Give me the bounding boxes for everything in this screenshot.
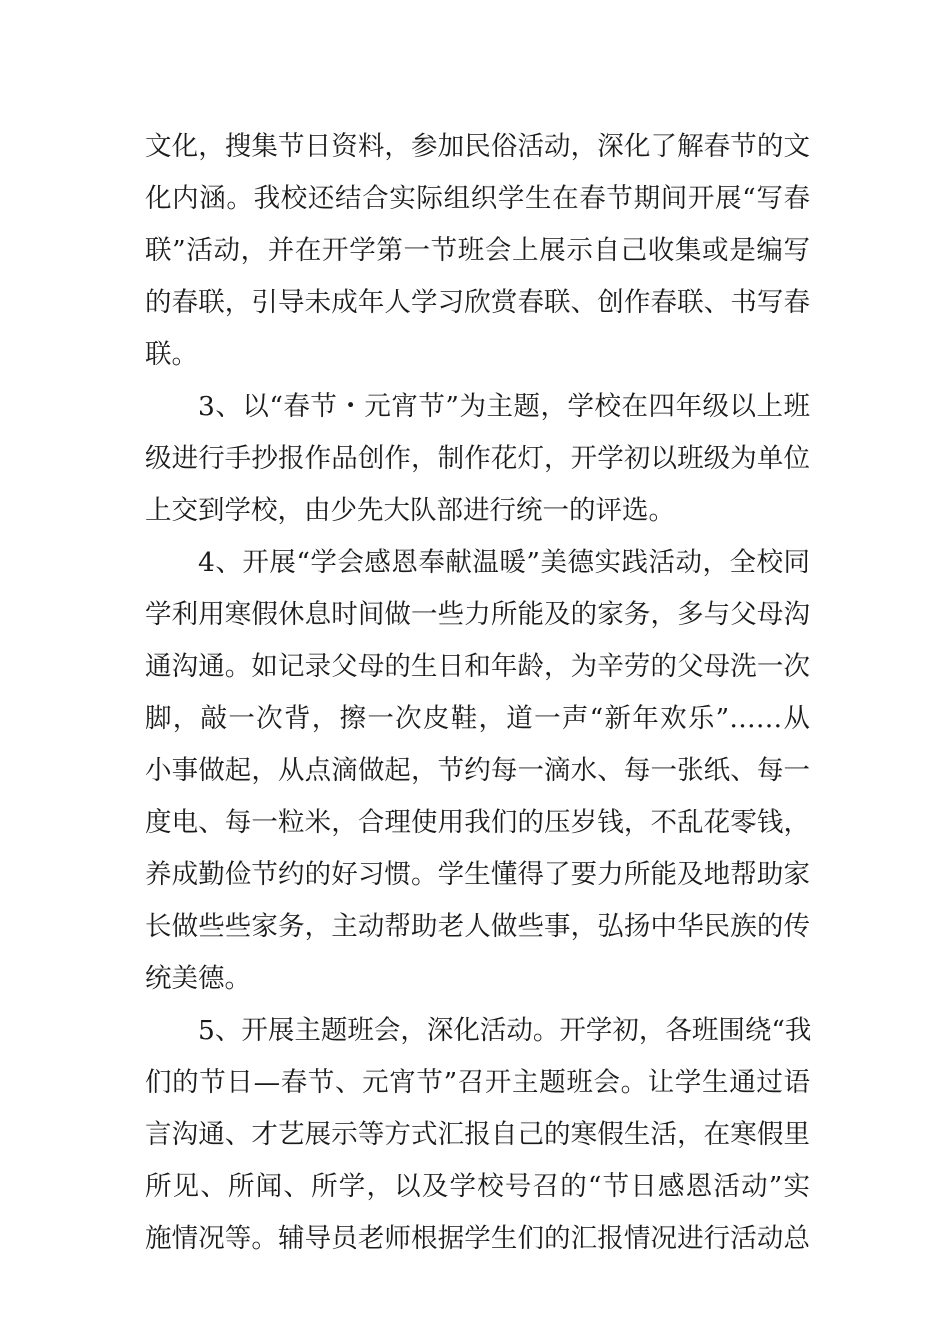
paragraph-continued xyxy=(145,121,810,381)
text-line: 4、开展“学会感恩奉献温暖”美德实践活动，全校同 xyxy=(198,547,810,578)
paragraph-item-4 xyxy=(145,537,810,1005)
paragraph-item-5 xyxy=(145,1005,810,1265)
text-line: 脚，敲一次背，擦一次皮鞋，道一声“新年欢乐”……从 xyxy=(145,703,810,734)
text-line: 小事做起，从点滴做起，节约每一滴水、每一张纸、每一 xyxy=(145,755,810,786)
text-line: 言沟通、才艺展示等方式汇报自己的寒假生活，在寒假里 xyxy=(145,1119,810,1150)
text-line: 通沟通。如记录父母的生日和年龄，为辛劳的父母洗一次 xyxy=(145,651,810,682)
text-line: 级进行手抄报作品创作，制作花灯，开学初以班级为单位 xyxy=(145,443,810,474)
text-line: 联。 xyxy=(145,339,198,370)
paragraph-item-3 xyxy=(145,381,810,537)
text-line: 们的节日—春节、元宵节”召开主题班会。让学生通过语 xyxy=(145,1067,810,1098)
text-line: 5、开展主题班会，深化活动。开学初，各班围绕“我 xyxy=(198,1015,812,1046)
text-line: 化内涵。我校还结合实际组织学生在春节期间开展“写春 xyxy=(145,183,810,214)
text-line: 3、以“春节・元宵节”为主题，学校在四年级以上班 xyxy=(198,391,810,422)
text-line: 度电、每一粒米，合理使用我们的压岁钱，不乱花零钱， xyxy=(145,807,810,838)
text-line: 上交到学校，由少先大队部进行统一的评选。 xyxy=(145,495,675,526)
text-line: 所见、所闻、所学，以及学校号召的“节日感恩活动”实 xyxy=(145,1171,810,1202)
text-line: 长做些些家务，主动帮助老人做些事，弘扬中华民族的传 xyxy=(145,911,810,942)
text-line: 施情况等。辅导员老师根据学生们的汇报情况进行活动总 xyxy=(145,1223,810,1254)
text-line: 养成勤俭节约的好习惯。学生懂得了要力所能及地帮助家 xyxy=(145,859,810,890)
text-line: 学利用寒假休息时间做一些力所能及的家务，多与父母沟 xyxy=(145,599,810,630)
text-line: 的春联，引导未成年人学习欣赏春联、创作春联、书写春 xyxy=(145,287,810,318)
text-line: 统美德。 xyxy=(145,963,251,994)
text-line: 文化，搜集节日资料，参加民俗活动，深化了解春节的文 xyxy=(145,131,810,162)
document-body xyxy=(145,121,810,1265)
text-line: 联”活动，并在开学第一节班会上展示自己收集或是编写 xyxy=(145,235,810,266)
